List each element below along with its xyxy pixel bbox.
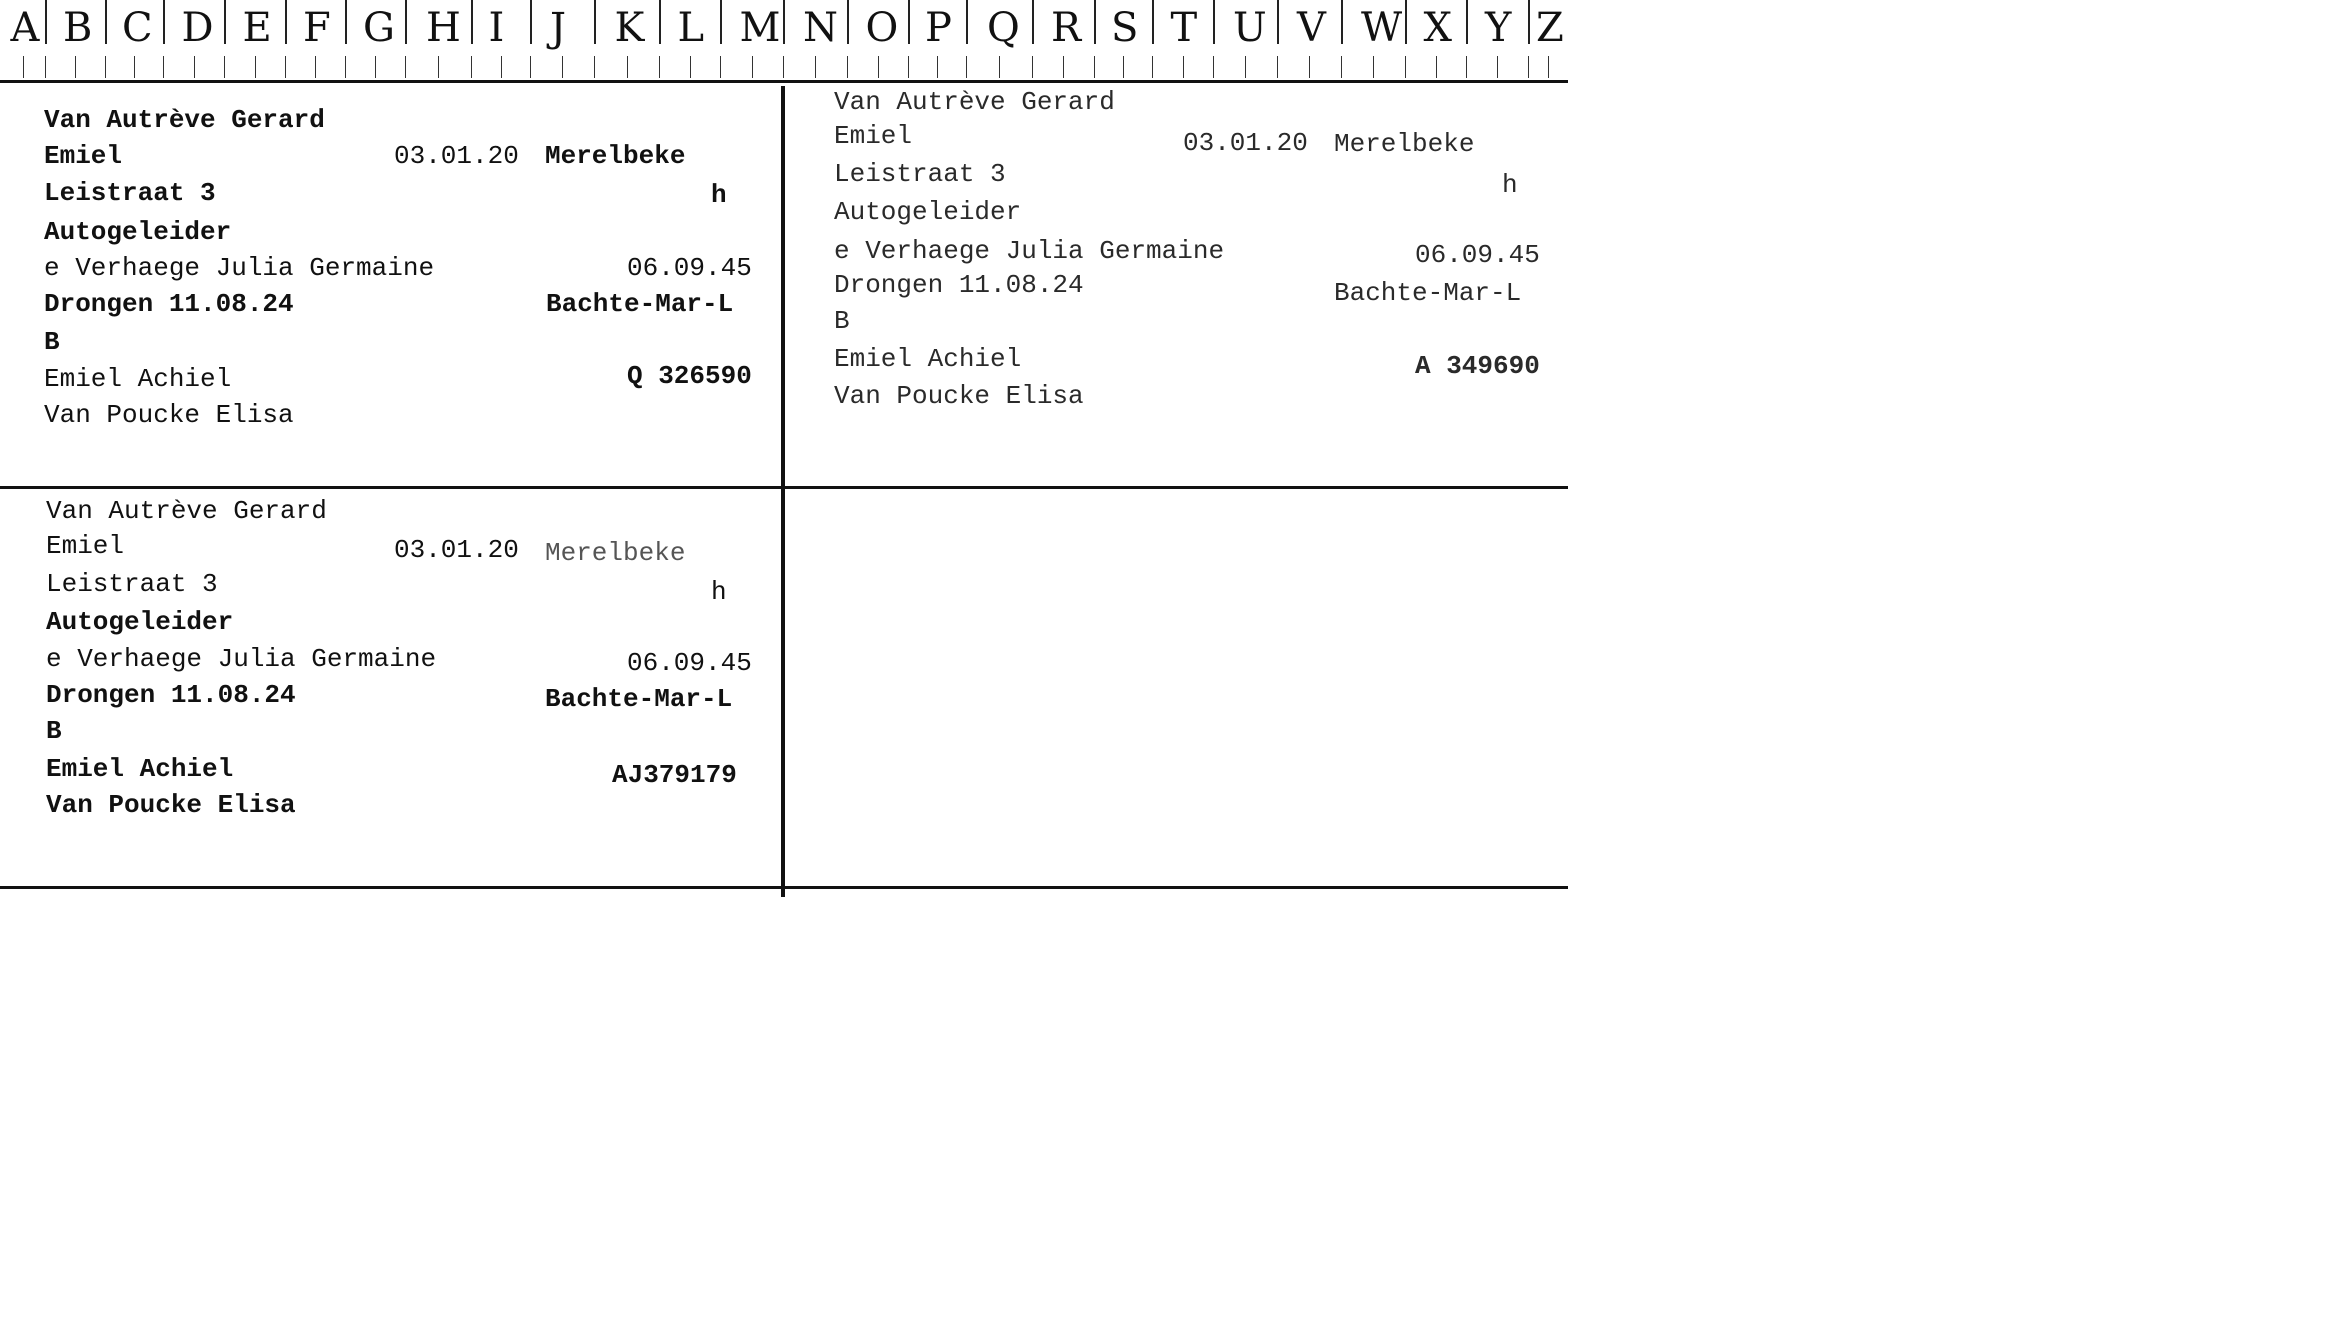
index-card-sheet [0,0,1568,897]
letter-separator [1277,0,1279,44]
letter-mid-tick [690,56,691,78]
firstname: Emiel [44,141,123,171]
letter-tick [847,56,848,78]
alphabet-letter: L [677,5,705,51]
letter-tick [1277,56,1278,78]
letter-tick [720,56,721,78]
alphabet-letter: N [803,5,838,51]
letter-tick [1213,56,1214,78]
mother: Van Poucke Elisa [46,790,296,820]
letter-separator [966,0,968,44]
letter-mid-tick [1063,56,1064,78]
alphabet-letter: D [181,5,214,51]
blank-card [786,489,1568,886]
letter-tick [1528,56,1529,78]
header-divider [0,80,1568,83]
letter-mid-tick [1245,56,1246,78]
letter-mid-tick [1548,56,1549,78]
alphabet-letter: V [1297,5,1326,51]
firstname: Emiel [46,531,125,561]
letter-separator [847,0,849,44]
street: Leistraat 3 [834,159,1006,189]
alphabet-letter: E [242,5,272,51]
letter-mid-tick [1497,56,1498,78]
letter-tick [966,56,967,78]
letter-mid-tick [999,56,1000,78]
code: B [834,306,850,336]
alphabet-letter: P [925,5,952,51]
number: A 349690 [1415,351,1540,381]
father: Emiel Achiel [46,754,234,784]
profession: Autogeleider [46,607,234,637]
letter-tick [1405,56,1406,78]
birthdate: 03.01.20 [394,535,519,565]
street: Leistraat 3 [44,178,216,208]
letter-mid-tick [134,56,135,78]
father: Emiel Achiel [44,364,232,394]
letter-separator [1466,0,1468,44]
street: Leistraat 3 [46,569,218,599]
letter-separator [345,0,347,44]
code: B [44,327,60,357]
alphabet-letter: R [1051,5,1082,51]
alphabet-letter: Q [987,5,1020,51]
letter-tick [908,56,909,78]
letter-tick [783,56,784,78]
alphabet-letter: W [1361,5,1403,51]
alphabet-letter: O [865,5,899,51]
letter-tick [594,56,595,78]
spouse: e Verhaege Julia Germaine [834,236,1225,266]
place2: Bachte-Mar-L [546,289,734,319]
alphabet-letter: I [488,5,505,51]
surname: Van Autrève Gerard [46,496,327,526]
alphabet-letter: Z [1536,5,1564,51]
letter-mid-tick [752,56,753,78]
alphabet-header [0,0,1568,84]
letter-tick [1466,56,1467,78]
letter-separator [405,0,407,44]
letter-tick [224,56,225,78]
spouse: e Verhaege Julia Germaine [46,644,437,674]
alphabet-letter: S [1111,5,1139,51]
mark: h [1502,170,1518,200]
letter-tick [405,56,406,78]
letter-separator [1094,0,1096,44]
letter-separator [285,0,287,44]
date2: 06.09.45 [1415,240,1540,270]
profession: Autogeleider [834,197,1022,227]
alphabet-letter: K [614,5,645,51]
number: AJ379179 [612,760,737,790]
letter-separator [224,0,226,44]
marriage: Drongen 11.08.24 [44,289,294,319]
mark: h [711,180,727,210]
letter-mid-tick [1123,56,1124,78]
center-divider [781,86,785,897]
profession: Autogeleider [44,217,232,247]
letter-mid-tick [1373,56,1374,78]
place2: Bachte-Mar-L [1334,278,1522,308]
letter-mid-tick [1309,56,1310,78]
alphabet-letter: B [63,5,93,51]
letter-mid-tick [1436,56,1437,78]
letter-separator [594,0,596,44]
letter-mid-tick [878,56,879,78]
marriage: Drongen 11.08.24 [46,680,296,710]
date2: 06.09.45 [627,648,752,678]
alphabet-letter: H [426,5,461,51]
letter-mid-tick [438,56,439,78]
letter-mid-tick [562,56,563,78]
alphabet-letter: A [10,5,40,51]
letter-separator [720,0,722,44]
alphabet-letter: Y [1485,5,1512,51]
father: Emiel Achiel [834,344,1022,374]
letter-tick [1152,56,1153,78]
bottom-divider [0,886,1568,889]
letter-mid-tick [937,56,938,78]
letter-mid-tick [23,56,24,78]
letter-separator [783,0,785,44]
letter-separator [163,0,165,44]
letter-mid-tick [315,56,316,78]
letter-separator [1405,0,1407,44]
letter-separator [45,0,47,44]
alphabet-letter: F [303,5,331,51]
mark: h [711,577,727,607]
birthplace: Merelbeke [545,141,686,171]
letter-mid-tick [255,56,256,78]
date2: 06.09.45 [627,253,752,283]
letter-tick [45,56,46,78]
mother: Van Poucke Elisa [44,400,294,430]
surname: Van Autrève Gerard [834,87,1115,117]
firstname: Emiel [834,121,913,151]
marriage: Drongen 11.08.24 [834,270,1084,300]
birthdate: 03.01.20 [394,141,519,171]
alphabet-letter: X [1423,5,1452,51]
letter-mid-tick [627,56,628,78]
letter-tick [659,56,660,78]
number: Q 326590 [627,361,752,391]
letter-tick [1032,56,1033,78]
letter-separator [908,0,910,44]
letter-separator [659,0,661,44]
mother: Van Poucke Elisa [834,381,1084,411]
letter-tick [163,56,164,78]
letter-tick [471,56,472,78]
alphabet-letter: C [122,5,153,51]
place2: Bachte-Mar-L [545,684,733,714]
letter-mid-tick [815,56,816,78]
alphabet-letter: U [1233,5,1267,51]
letter-separator [1528,0,1530,44]
letter-tick [1094,56,1095,78]
letter-separator [471,0,473,44]
alphabet-letter: M [739,5,781,51]
letter-mid-tick [75,56,76,78]
alphabet-letter: G [363,5,395,51]
spouse: e Verhaege Julia Germaine [44,253,435,283]
letter-mid-tick [194,56,195,78]
letter-tick [285,56,286,78]
letter-separator [105,0,107,44]
alphabet-letter: T [1170,5,1198,51]
code: B [46,716,62,746]
letter-tick [530,56,531,78]
birthplace: Merelbeke [1334,129,1475,159]
letter-mid-tick [375,56,376,78]
letter-separator [1032,0,1034,44]
letter-separator [530,0,532,44]
letter-tick [105,56,106,78]
letter-separator [1152,0,1154,44]
letter-tick [1341,56,1342,78]
letter-separator [1213,0,1215,44]
letter-tick [345,56,346,78]
letter-mid-tick [501,56,502,78]
birthplace: Merelbeke [545,538,686,568]
surname: Van Autrève Gerard [44,105,325,135]
alphabet-letter: J [550,5,567,51]
birthdate: 03.01.20 [1183,128,1308,158]
letter-mid-tick [1183,56,1184,78]
letter-separator [1341,0,1343,44]
